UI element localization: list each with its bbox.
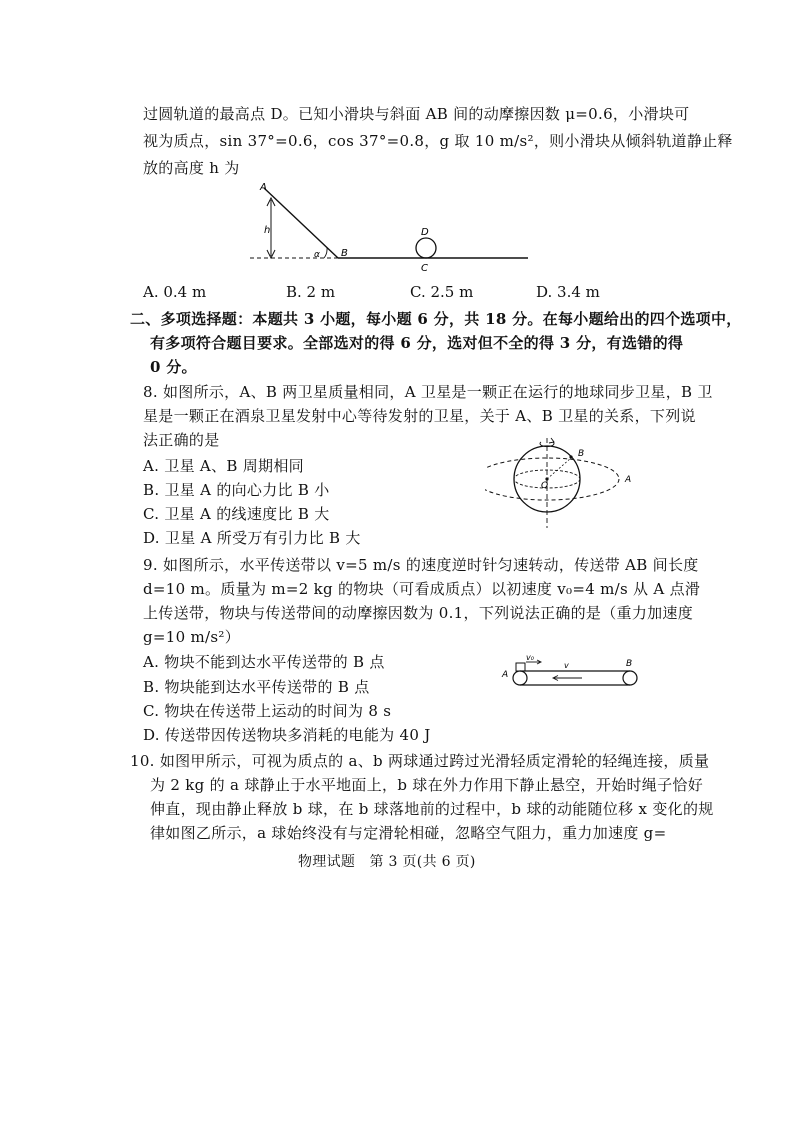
orbit-ellipse <box>485 458 619 500</box>
incline-ab <box>264 188 338 258</box>
incline-loop-figure <box>240 178 540 273</box>
label-alpha: α <box>314 250 320 260</box>
label-h: h <box>264 225 271 236</box>
label-O: O <box>541 481 549 491</box>
conveyor-belt-figure <box>496 652 646 694</box>
label-B: B <box>578 449 585 459</box>
q9-option-b: B. 物块能到达水平传送带的 B 点 <box>143 678 370 696</box>
label-A: A <box>625 475 632 485</box>
label-B: B <box>341 248 348 259</box>
q8-option-a: A. 卫星 A、B 周期相同 <box>143 457 304 475</box>
q8-line-1: 8. 如图所示，A、B 两卫星质量相同，A 卫星是一颗正在运行的地球同步卫星，B 卫 <box>143 383 713 401</box>
loop-circle <box>416 238 436 258</box>
label-A: A <box>502 670 509 680</box>
q8-option-c: C. 卫星 A 的线速度比 B 大 <box>143 505 330 523</box>
q8-option-d: D. 卫星 A 所受万有引力比 B 大 <box>143 529 361 547</box>
satellite-orbit-figure <box>485 436 645 536</box>
q7-line-3: 放的高度 h 为 <box>143 159 240 177</box>
right-roller <box>623 671 637 685</box>
q8-option-b: B. 卫星 A 的向心力比 B 小 <box>143 481 330 499</box>
section2-line-1: 二、多项选择题：本题共 3 小题，每小题 6 分，共 18 分。在每小题给出的四个选项中， <box>130 310 742 328</box>
label-C: C <box>421 263 428 273</box>
q7-option-a: A. 0.4 m <box>143 283 207 301</box>
label-v0: v₀ <box>526 653 534 662</box>
q7-line-1: 过圆轨道的最高点 D。已知小滑块与斜面 AB 间的动摩擦因数 μ=0.6，小滑块可 <box>143 105 690 123</box>
angle-arc <box>324 248 327 258</box>
q9-option-c: C. 物块在传送带上运动的时间为 8 s <box>143 702 392 720</box>
q10-line-1: 10. 如图甲所示，可视为质点的 a、b 两球通过跨过光滑轻质定滑轮的轻绳连接，质量 <box>130 752 710 770</box>
q10-line-2: 为 2 kg 的 a 球静止于水平地面上，b 球在外力作用下静止悬空，开始时绳子恰好 <box>150 776 703 794</box>
q7-line-2: 视为质点，sin 37°=0.6，cos 37°=0.8，g 取 10 m/s²，则小滑块从倾斜轨道静止释 <box>143 132 733 150</box>
section2-line-3: 0 分。 <box>150 358 197 376</box>
q10-line-3: 伸直，现由静止释放 b 球，在 b 球落地前的过程中，b 球的动能随位移 x 变化的规 <box>150 800 714 818</box>
q9-line-3: 上传送带，物块与传送带间的动摩擦因数为 0.1，下列说法正确的是（重力加速度 <box>143 604 694 622</box>
block <box>516 663 525 671</box>
left-roller <box>513 671 527 685</box>
section2-line-2: 有多项符合题目要求。全部选对的得 6 分，选对但不全的得 3 分，有选错的得 <box>150 334 684 352</box>
label-A: A <box>260 182 267 193</box>
label-v: v <box>564 661 569 670</box>
q10-line-4: 律如图乙所示，a 球始终没有与定滑轮相碰，忽略空气阻力，重力加速度 g= <box>150 824 667 842</box>
q7-option-b: B. 2 m <box>286 283 336 301</box>
q9-option-d: D. 传送带因传送物块多消耗的电能为 40 J <box>143 726 431 744</box>
q9-line-4: g=10 m/s²） <box>143 628 241 646</box>
q8-line-2: 星是一颗正在酒泉卫星发射中心等待发射的卫星，关于 A、B 卫星的关系，下列说 <box>143 407 696 425</box>
label-B: B <box>626 659 633 669</box>
q9-line-1: 9. 如图所示，水平传送带以 v=5 m/s 的速度逆时针匀速转动，传送带 AB 间长度 <box>143 556 699 574</box>
q9-option-a: A. 物块不能到达水平传送带的 B 点 <box>143 653 385 671</box>
q7-option-d: D. 3.4 m <box>536 283 600 301</box>
label-D: D <box>421 227 429 238</box>
q7-option-c: C. 2.5 m <box>410 283 474 301</box>
page-footer: 物理试题 第 3 页(共 6 页) <box>298 854 476 870</box>
q8-line-3: 法正确的是 <box>143 431 220 449</box>
q9-line-2: d=10 m。质量为 m=2 kg 的物块（可看成质点）以初速度 v₀=4 m/s 从 A 点滑 <box>143 580 701 598</box>
